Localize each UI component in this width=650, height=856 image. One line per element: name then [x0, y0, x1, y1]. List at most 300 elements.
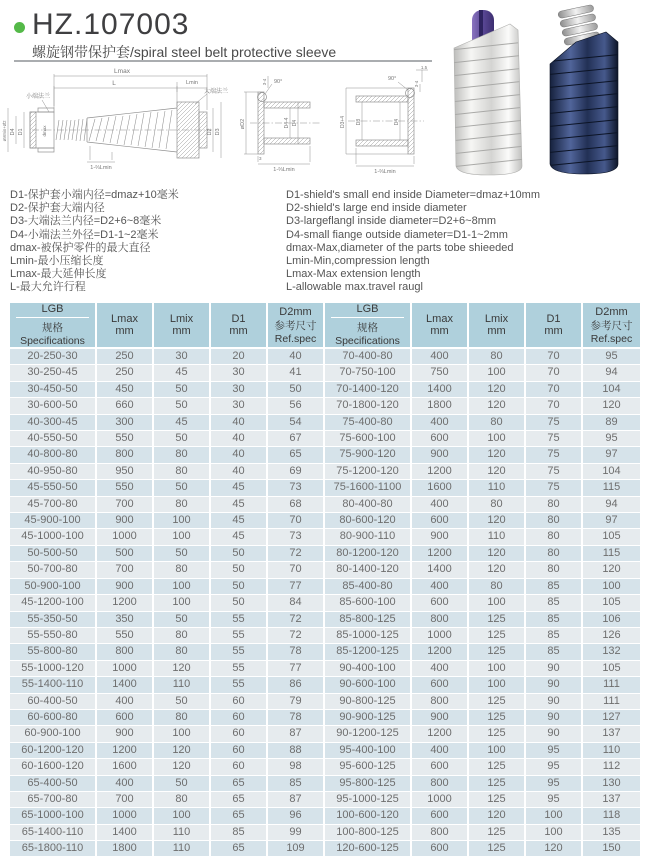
cell-d2: 89: [583, 415, 640, 431]
cell-lmax: 1200: [97, 595, 154, 611]
cell-d1: 80: [526, 529, 583, 545]
legend-line-en: Lmax-Max extension length: [286, 268, 421, 281]
cell-d1: 85: [526, 628, 583, 644]
cell-d1: 85: [526, 644, 583, 660]
table-row: [10, 661, 325, 677]
cell-lmax: 1000: [97, 529, 154, 545]
dim-b-label: 3: [259, 156, 262, 161]
table-row: [325, 415, 640, 431]
cell-spec: 80-1200-120: [325, 546, 412, 562]
cell-d2: 115: [583, 546, 640, 562]
cell-d1: 85: [211, 825, 268, 841]
cell-d1: 75: [526, 447, 583, 463]
cell-d2: 111: [583, 677, 640, 693]
table-row: [325, 710, 640, 726]
cell-d2: 95: [583, 349, 640, 365]
page-title: HZ.107003: [32, 8, 190, 41]
table-row: [10, 759, 325, 775]
dim-d1-label: D1: [18, 128, 24, 136]
cell-lmax: 700: [97, 562, 154, 578]
cell-spec: 45-1000-100: [10, 529, 97, 545]
cell-lmax: 1000: [412, 792, 469, 808]
dim-d4-4-label: D4-4: [284, 117, 290, 129]
legend-line-zh: D1-保护套小端内径=dmaz+10毫米: [10, 189, 179, 201]
cell-d1: 55: [211, 661, 268, 677]
cell-d2: 109: [268, 841, 325, 856]
cell-spec: 85-600-100: [325, 595, 412, 611]
cell-d2: 73: [268, 529, 325, 545]
table-row: [325, 562, 640, 578]
cell-lmax: 400: [97, 694, 154, 710]
table-body-left: [10, 349, 325, 856]
col-header-d2: D2mm 参考尺寸 Ref.spec: [583, 303, 640, 349]
cell-d1: 85: [526, 595, 583, 611]
dim-bottom-label: 1-⅔Lmin: [273, 167, 295, 173]
cell-d1: 65: [211, 808, 268, 824]
table-row: [10, 612, 325, 628]
cell-lmax: 600: [412, 431, 469, 447]
cell-lmix: 80: [154, 644, 211, 660]
legend-line-en: dmax-Max,diameter of the parts tobe shieeded: [286, 241, 514, 254]
cell-spec: 90-1200-125: [325, 726, 412, 742]
cell-spec: 90-800-125: [325, 694, 412, 710]
table-row: [325, 497, 640, 513]
cell-lmax: 800: [412, 612, 469, 628]
cell-spec: 45-550-50: [10, 480, 97, 496]
table-row: [325, 743, 640, 759]
cell-spec: 50-700-80: [10, 562, 97, 578]
cell-spec: 70-400-80: [325, 349, 412, 365]
cell-d1: 70: [526, 349, 583, 365]
cell-spec: 60-1600-120: [10, 759, 97, 775]
cell-d1: 75: [526, 480, 583, 496]
cell-d2: 94: [583, 365, 640, 381]
bullet-icon: [14, 22, 25, 33]
table-row: [325, 398, 640, 414]
cell-spec: 70-1400-120: [325, 382, 412, 398]
cell-d1: 95: [526, 776, 583, 792]
table-row: [10, 546, 325, 562]
legend-line-en: D4-small fiange outside diameter=D1-1~2mm: [286, 228, 508, 241]
cell-spec: 85-800-125: [325, 612, 412, 628]
cell-d1: 60: [211, 759, 268, 775]
cell-lmax: 600: [412, 513, 469, 529]
cell-lmax: 900: [412, 529, 469, 545]
cell-spec: 40-300-45: [10, 415, 97, 431]
dim-angle-label: 90°: [274, 79, 283, 85]
table-row: [10, 497, 325, 513]
cell-lmix: 125: [469, 759, 526, 775]
cell-spec: 70-1800-120: [325, 398, 412, 414]
cell-d1: 50: [211, 595, 268, 611]
cell-lmix: 30: [154, 349, 211, 365]
cell-lmax: 550: [97, 431, 154, 447]
cell-lmix: 110: [469, 529, 526, 545]
dim-d3-4-label: D3+4: [340, 115, 346, 129]
cell-lmix: 125: [469, 841, 526, 856]
cell-spec: 80-1400-120: [325, 562, 412, 578]
cell-lmix: 45: [154, 365, 211, 381]
cell-d2: 84: [268, 595, 325, 611]
table-row: [325, 349, 640, 365]
dim-d2-label: D2: [207, 128, 213, 136]
table-row: [10, 365, 325, 381]
cell-lmax: 400: [412, 743, 469, 759]
header-divider: [16, 317, 89, 318]
table-row: [10, 710, 325, 726]
cell-d2: 78: [268, 644, 325, 660]
small-flange-label: 小端法兰: [26, 94, 51, 100]
cell-d2: 54: [268, 415, 325, 431]
cell-spec: 80-900-110: [325, 529, 412, 545]
cell-spec: 30-250-45: [10, 365, 97, 381]
cell-lmax: 1400: [97, 825, 154, 841]
cell-lmax: 1000: [97, 808, 154, 824]
cell-lmix: 125: [469, 825, 526, 841]
cell-lmix: 110: [154, 841, 211, 856]
cell-d2: 105: [583, 595, 640, 611]
cell-lmax: 900: [97, 726, 154, 742]
cell-lmix: 110: [154, 825, 211, 841]
cell-lmax: 1800: [97, 841, 154, 856]
cell-d2: 78: [268, 710, 325, 726]
cell-lmax: 1200: [412, 726, 469, 742]
dim-t-label: 3-4: [414, 80, 419, 88]
cell-d1: 60: [211, 743, 268, 759]
dim-dmax-label: dmax: [42, 125, 47, 137]
cell-lmix: 80: [469, 579, 526, 595]
cell-d2: 67: [268, 431, 325, 447]
cell-spec: 85-1200-125: [325, 644, 412, 660]
cell-d2: 150: [583, 841, 640, 856]
legend-line-zh: D2-保护套大端内径: [10, 202, 105, 215]
cell-spec: 75-1600-1100: [325, 480, 412, 496]
cell-lmix: 125: [469, 776, 526, 792]
cell-spec: 95-400-100: [325, 743, 412, 759]
cell-lmix: 80: [154, 562, 211, 578]
cell-d1: 85: [526, 579, 583, 595]
dim-bottom-label: 1-⅔Lmin: [90, 165, 112, 171]
spec-table-left: [10, 303, 325, 856]
table-row: [10, 841, 325, 856]
cell-spec: 100-600-120: [325, 808, 412, 824]
cell-lmax: 800: [412, 694, 469, 710]
cell-d1: 50: [211, 562, 268, 578]
cell-d2: 72: [268, 546, 325, 562]
table-row: [325, 529, 640, 545]
cell-spec: 80-600-120: [325, 513, 412, 529]
cell-lmix: 80: [154, 464, 211, 480]
table-row: [10, 808, 325, 824]
dim-angle-label: 90°: [388, 76, 397, 82]
cell-d2: 65: [268, 447, 325, 463]
cell-d2: 97: [583, 447, 640, 463]
table-row: [10, 743, 325, 759]
table-row: [10, 349, 325, 365]
table-header-row: [325, 303, 640, 349]
cell-lmix: 100: [469, 677, 526, 693]
cell-spec: 55-1400-110: [10, 677, 97, 693]
table-row: [10, 431, 325, 447]
cell-lmix: 120: [469, 562, 526, 578]
dim-lmin-label: Lmin: [186, 80, 198, 86]
table-row: [10, 726, 325, 742]
product-photo-silver: [448, 8, 530, 178]
dim-d3-label: D3: [356, 118, 362, 126]
cell-spec: 75-1200-120: [325, 464, 412, 480]
cell-lmix: 80: [154, 792, 211, 808]
cell-lmax: 1600: [412, 480, 469, 496]
cell-lmix: 125: [469, 612, 526, 628]
cell-lmix: 120: [469, 464, 526, 480]
cell-lmax: 250: [97, 365, 154, 381]
cell-lmax: 600: [412, 759, 469, 775]
cell-lmix: 80: [469, 415, 526, 431]
legend-line-en: D1-shield's small end inside Diameter=dmaz+10mm: [286, 189, 540, 201]
dim-d4-label: D4: [292, 119, 298, 127]
cell-lmax: 1200: [412, 644, 469, 660]
cell-lmax: 400: [412, 661, 469, 677]
cell-lmix: 80: [154, 628, 211, 644]
cell-spec: 75-600-100: [325, 431, 412, 447]
cell-d1: 90: [526, 710, 583, 726]
table-row: [10, 398, 325, 414]
cell-lmix: 50: [154, 612, 211, 628]
cell-d1: 20: [211, 349, 268, 365]
table-row: [325, 726, 640, 742]
cell-lmax: 350: [97, 612, 154, 628]
cell-lmax: 1400: [412, 562, 469, 578]
dim-d4-label: D4: [10, 128, 16, 136]
cell-d1: 65: [211, 776, 268, 792]
cell-d2: 85: [268, 776, 325, 792]
table-row: [10, 644, 325, 660]
legend-line-en: D3-largeflangl inside diameter=D2+6~8mm: [286, 215, 497, 228]
cell-lmax: 800: [412, 825, 469, 841]
cell-lmix: 100: [154, 595, 211, 611]
cell-spec: 55-550-80: [10, 628, 97, 644]
legend-line-en: Lmin-Min,compression length: [286, 255, 430, 268]
cell-lmix: 50: [154, 431, 211, 447]
cell-d1: 90: [526, 694, 583, 710]
cell-spec: 90-600-100: [325, 677, 412, 693]
cell-d1: 45: [211, 497, 268, 513]
table-row: [10, 415, 325, 431]
cell-lmix: 100: [469, 661, 526, 677]
cell-spec: 75-900-120: [325, 447, 412, 463]
dim-15-label: 1.5: [420, 65, 428, 70]
cell-lmix: 80: [469, 497, 526, 513]
cell-lmax: 600: [412, 808, 469, 824]
cell-d2: 100: [583, 579, 640, 595]
table-row: [325, 644, 640, 660]
table-row: [10, 792, 325, 808]
table-row: [325, 365, 640, 381]
table-row: [10, 628, 325, 644]
legend-line-zh: Lmin-最小压缩长度: [10, 255, 104, 268]
cell-d2: 79: [268, 694, 325, 710]
cell-spec: 95-1000-125: [325, 792, 412, 808]
table-body-right: [325, 349, 640, 856]
cell-spec: 95-600-125: [325, 759, 412, 775]
table-row: [325, 677, 640, 693]
cell-d2: 105: [583, 529, 640, 545]
legend-line-zh: L-最大允许行程: [10, 281, 86, 294]
cell-lmix: 125: [469, 726, 526, 742]
cell-lmix: 120: [154, 743, 211, 759]
col-header-lmix: Lmix mm: [469, 303, 526, 349]
cell-d1: 45: [211, 529, 268, 545]
cell-spec: 30-450-50: [10, 382, 97, 398]
table-row: [325, 825, 640, 841]
cell-spec: 85-400-80: [325, 579, 412, 595]
cell-d1: 50: [211, 579, 268, 595]
cell-lmix: 80: [154, 497, 211, 513]
cell-d1: 65: [211, 792, 268, 808]
header-spec-en: Specifications: [20, 335, 85, 347]
cell-d1: 90: [526, 726, 583, 742]
cell-d1: 95: [526, 792, 583, 808]
cell-d1: 75: [526, 464, 583, 480]
cell-lmix: 120: [469, 546, 526, 562]
cell-d1: 30: [211, 398, 268, 414]
cell-lmax: 250: [97, 349, 154, 365]
cell-d2: 73: [268, 480, 325, 496]
cell-lmax: 900: [412, 447, 469, 463]
cell-spec: 60-1200-120: [10, 743, 97, 759]
table-row: [10, 825, 325, 841]
header-spec-zh: 规格: [357, 322, 378, 334]
legend-line-zh: Lmax-最大延伸长度: [10, 268, 107, 281]
large-end-detail-drawing: [338, 62, 436, 182]
cell-lmix: 120: [469, 513, 526, 529]
cell-lmax: 1400: [97, 677, 154, 693]
cell-d2: 106: [583, 612, 640, 628]
cell-lmax: 750: [412, 365, 469, 381]
cell-d2: 112: [583, 759, 640, 775]
cell-d2: 70: [268, 562, 325, 578]
table-row: [10, 382, 325, 398]
cell-lmax: 660: [97, 398, 154, 414]
cell-d2: 95: [583, 431, 640, 447]
cell-d1: 80: [526, 497, 583, 513]
table-row: [10, 595, 325, 611]
table-row: [10, 677, 325, 693]
table-row: [325, 464, 640, 480]
cell-lmax: 900: [97, 513, 154, 529]
cell-d1: 45: [211, 480, 268, 496]
cell-lmix: 100: [154, 808, 211, 824]
cell-d2: 41: [268, 365, 325, 381]
cell-d2: 70: [268, 513, 325, 529]
cell-d2: 40: [268, 349, 325, 365]
cell-lmax: 600: [412, 841, 469, 856]
col-header-lmax: Lmax mm: [97, 303, 154, 349]
cell-d2: 87: [268, 726, 325, 742]
table-row: [325, 776, 640, 792]
cell-d2: 77: [268, 661, 325, 677]
page-subtitle: 螺旋钢带保护套/spiral steel belt protective sleeve: [32, 44, 337, 60]
table-row: [325, 579, 640, 595]
cell-lmax: 300: [97, 415, 154, 431]
cell-lmix: 125: [469, 694, 526, 710]
table-row: [10, 447, 325, 463]
cell-d1: 55: [211, 677, 268, 693]
cell-d2: 99: [268, 825, 325, 841]
cell-lmax: 500: [97, 546, 154, 562]
cell-lmix: 120: [469, 382, 526, 398]
dim-d3-label: D3: [215, 128, 221, 136]
cell-lmix: 120: [469, 447, 526, 463]
cell-d2: 120: [583, 562, 640, 578]
cell-d2: 72: [268, 628, 325, 644]
cell-lmax: 400: [412, 415, 469, 431]
cell-lmax: 400: [412, 579, 469, 595]
cell-d2: 127: [583, 710, 640, 726]
cell-spec: 90-400-100: [325, 661, 412, 677]
legend-line-zh: D4-小端法兰外径=D1-1~2毫米: [10, 228, 159, 241]
spec-tables: [10, 303, 640, 856]
cell-lmax: 600: [97, 710, 154, 726]
table-row: [10, 694, 325, 710]
table-row: [325, 546, 640, 562]
cell-d1: 95: [526, 759, 583, 775]
cell-spec: 65-400-50: [10, 776, 97, 792]
cell-lmix: 100: [469, 365, 526, 381]
table-row: [325, 595, 640, 611]
legend-line-zh: dmax-被保护零件的最大直径: [10, 241, 151, 254]
table-row: [10, 480, 325, 496]
cell-d1: 60: [211, 694, 268, 710]
cell-spec: 65-700-80: [10, 792, 97, 808]
cell-lmax: 1400: [412, 382, 469, 398]
cell-d2: 105: [583, 661, 640, 677]
dim-left-label: øMmin+Ø2: [2, 120, 7, 142]
table-row: [325, 480, 640, 496]
cell-d1: 70: [526, 365, 583, 381]
col-header-d2: D2mm 参考尺寸 Ref.spec: [268, 303, 325, 349]
cell-d1: 90: [526, 661, 583, 677]
table-row: [325, 628, 640, 644]
cell-lmax: 900: [412, 710, 469, 726]
cell-d2: 104: [583, 382, 640, 398]
cell-d2: 50: [268, 382, 325, 398]
cell-d1: 55: [211, 628, 268, 644]
cell-spec: 95-800-125: [325, 776, 412, 792]
cell-d1: 120: [526, 841, 583, 856]
cell-lmix: 100: [469, 743, 526, 759]
cell-d1: 40: [211, 464, 268, 480]
cell-lmix: 120: [469, 808, 526, 824]
cell-d2: 86: [268, 677, 325, 693]
cell-spec: 65-1400-110: [10, 825, 97, 841]
cell-spec: 70-750-100: [325, 365, 412, 381]
header-spec-zh: 规格: [42, 322, 63, 334]
cell-spec: 55-1000-120: [10, 661, 97, 677]
cell-spec: 40-950-80: [10, 464, 97, 480]
small-end-detail-drawing: [232, 62, 334, 182]
spec-table-right: [325, 303, 640, 856]
table-row: [10, 464, 325, 480]
dim-lmax-label: Lmax: [114, 68, 130, 75]
cell-lmax: 600: [412, 595, 469, 611]
table-row: [325, 513, 640, 529]
cell-lmax: 1000: [412, 628, 469, 644]
cell-d1: 65: [211, 841, 268, 856]
table-row: [325, 694, 640, 710]
cell-d1: 75: [526, 415, 583, 431]
cell-spec: 65-1800-110: [10, 841, 97, 856]
